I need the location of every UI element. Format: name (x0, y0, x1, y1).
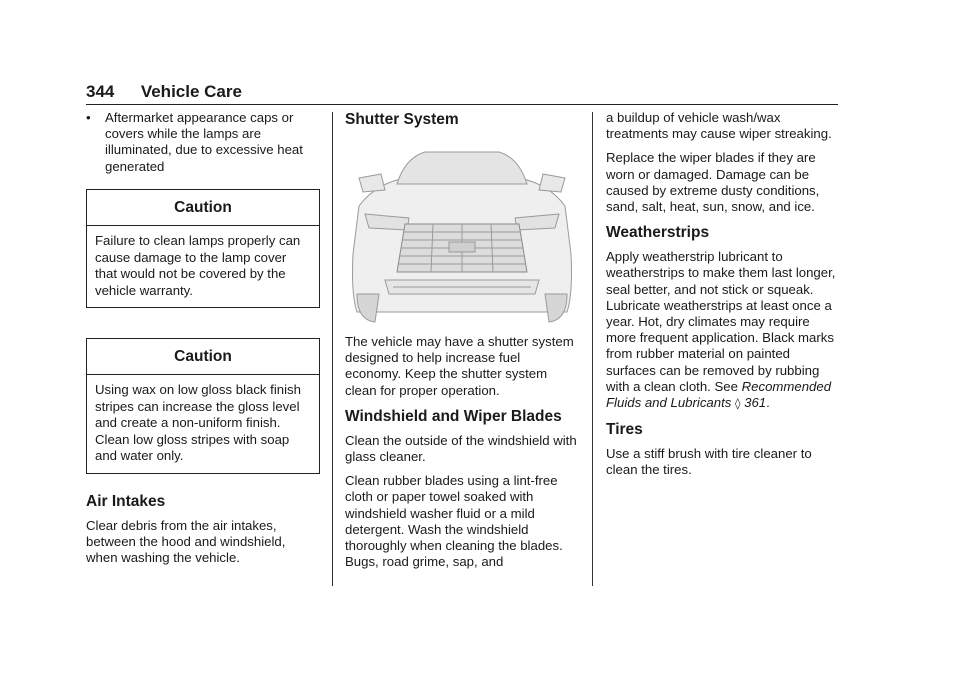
air-intakes-text: Clear debris from the air intakes, between the hood and windshield, when washing the vehicle. (86, 517, 286, 566)
windshield-text-1: Clean the outside of the windshield with glass cleaner. (345, 432, 577, 465)
reference-page[interactable]: 361 (744, 395, 767, 411)
caution-text: Using wax on low gloss black finish stripes can increase the gloss level and create a non-uniform finish. Clean low gloss stripes with soap and water only. (95, 382, 301, 464)
page-number: 344 (86, 82, 115, 101)
bullet-item (86, 110, 320, 175)
sentence-end: . (766, 395, 770, 411)
column-divider (332, 112, 333, 586)
bullet-mark: • (86, 110, 91, 125)
reference-icon: ◊ (735, 397, 741, 411)
page-header (86, 82, 838, 102)
page-title: Vehicle Care (140, 82, 242, 101)
wiper-text-continued: a buildup of vehicle wash/wax treatments may cause wiper streaking. (606, 110, 832, 142)
caution-box (86, 338, 320, 474)
header-rule (86, 104, 838, 105)
wiper-replace-text: Replace the wiper blades if they are worn or damaged. Damage can be caused by extreme dusty conditions, sand, salt, heat, sun, snow, and ice. (606, 150, 820, 215)
section-heading-shutter-system: Shutter System (345, 111, 459, 128)
section-heading-air-intakes: Air Intakes (86, 492, 166, 510)
column-1 (86, 110, 320, 574)
column-3 (606, 110, 840, 487)
shutter-system-text: The vehicle may have a shutter system designed to help increase fuel economy. Keep the shutter system clean for proper operation. (345, 334, 574, 398)
weatherstrips-text (606, 249, 840, 412)
windshield-text-2: Clean rubber blades using a lint-free cloth or paper towel soaked with windshield washer fluid or a mild detergent. Wash the windshield thoroughly when cleaning the blades. Bugs, road grime, sap, and (345, 473, 563, 570)
caution-box (86, 189, 320, 308)
cross-reference-link[interactable]: Recommended Fluids and Lubricants (606, 378, 832, 411)
tires-text: Use a stiff brush with tire cleaner to clean the tires. (606, 446, 812, 478)
caution-title: Caution (87, 190, 319, 226)
section-heading-tires: Tires (606, 421, 643, 439)
column-2 (345, 110, 579, 578)
weatherstrips-body: Apply weatherstrip lubricant to weatherstrips to make them last longer, seal better, and not stick or squeak. Lubricate weatherstrips at least once a year. Hot, dry climates may require more frequent application. Black marks from rubber material on painted surfaces can be removed by rubbing with a clean cloth. See (606, 249, 836, 394)
section-heading-weatherstrips: Weatherstrips (606, 224, 710, 242)
caution-title: Caution (87, 339, 319, 375)
column-divider (592, 112, 593, 586)
section-heading-windshield-wiper: Windshield and Wiper Blades (345, 407, 562, 425)
bullet-text: Aftermarket appearance caps or covers while the lamps are illuminated, due to excessive heat generated (105, 110, 303, 174)
vehicle-front-illustration (345, 144, 579, 324)
caution-text: Failure to clean lamps properly can cause damage to the lamp cover that would not be covered by the vehicle warranty. (95, 233, 301, 298)
